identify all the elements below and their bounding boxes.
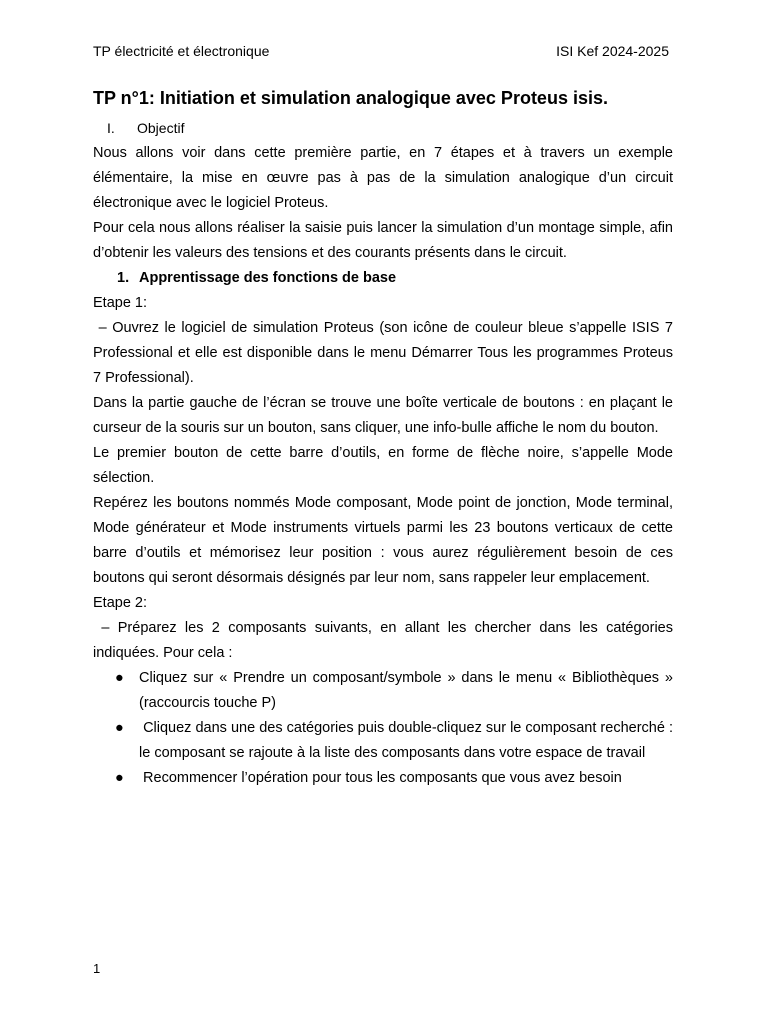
etape2-bullet-list [93,666,678,791]
list-item-text: Cliquez sur « Prendre un composant/symbole » dans le menu « Bibliothèques » (raccourcis touche P) [139,670,673,711]
header-institution-year: ISI Kef 2024-2025 [556,43,669,59]
bullet-icon: ● [115,670,124,686]
document-body [93,86,678,791]
list-item [93,716,678,766]
etape1-label: Etape 1: [93,295,148,311]
list-item-text: Recommencer l’opération pour tous les composants que vous avez besoin [139,770,622,786]
intro-paragraph-2: Pour cela nous allons réaliser la saisie puis lancer la simulation d’un montage simple, afin d’obtenir les valeurs des tensions et des courants présents dans le circuit. [93,220,673,261]
etape1-paragraph-2: Dans la partie gauche de l’écran se trouve une boîte verticale de boutons : en plaçant le curseur de la souris sur un bouton, sans cliquer, une info-bulle affiche le nom du bouton. [93,395,673,436]
subsection-number: 1. [117,270,130,286]
etape1-paragraph-3: Le premier bouton de cette barre d’outils, en forme de flèche noire, s’appelle Mode sélection. [93,445,673,486]
section-number: I. [107,120,115,136]
etape2-label: Etape 2: [93,595,148,611]
list-item [93,766,673,791]
etape2-intro: – Préparez les 2 composants suivants, en allant les chercher dans les catégories indiquées. Pour cela : [93,620,678,661]
list-item-text: Cliquez dans une des catégories puis double-cliquez sur le composant recherché : le composant se rajoute à la liste des composants dans votre espace de travail [139,720,678,761]
etape1-paragraph-4: Repérez les boutons nommés Mode composant, Mode point de jonction, Mode terminal, Mode générateur et Mode instruments virtuels parmi les 23 boutons verticaux de cette barre d’outils et mémorisez leur position : vous aurez régulièrement besoin de ces boutons qui seront désormais désignés par leur nom, sans rappeler leur emplacement. [93,495,673,586]
intro-paragraph-1: Nous allons voir dans cette première partie, en 7 étapes et à travers un exemple élémentaire, la mise en œuvre pas à pas de la simulation analogique d’un circuit électronique avec le logiciel Proteus. [93,145,673,211]
bullet-icon: ● [115,720,124,736]
header-course-title: TP électricité et électronique [93,43,270,59]
subsection-label: Apprentissage des fonctions de base [139,270,397,286]
page-number: 1 [93,961,101,976]
section-heading-objectif [93,116,673,141]
bullet-icon: ● [115,770,124,786]
list-item [93,666,673,716]
subsection-heading-fonctions-de-base [93,266,673,291]
etape1-paragraph-1: – Ouvrez le logiciel de simulation Proteus (son icône de couleur bleue s’appelle ISIS 7 Professional et elle est disponible dans le menu Démarrer Tous les programmes Proteus 7 Professional). [93,320,678,386]
section-label: Objectif [137,120,185,136]
document-title: TP n°1: Initiation et simulation analogique avec Proteus isis. [93,88,608,108]
